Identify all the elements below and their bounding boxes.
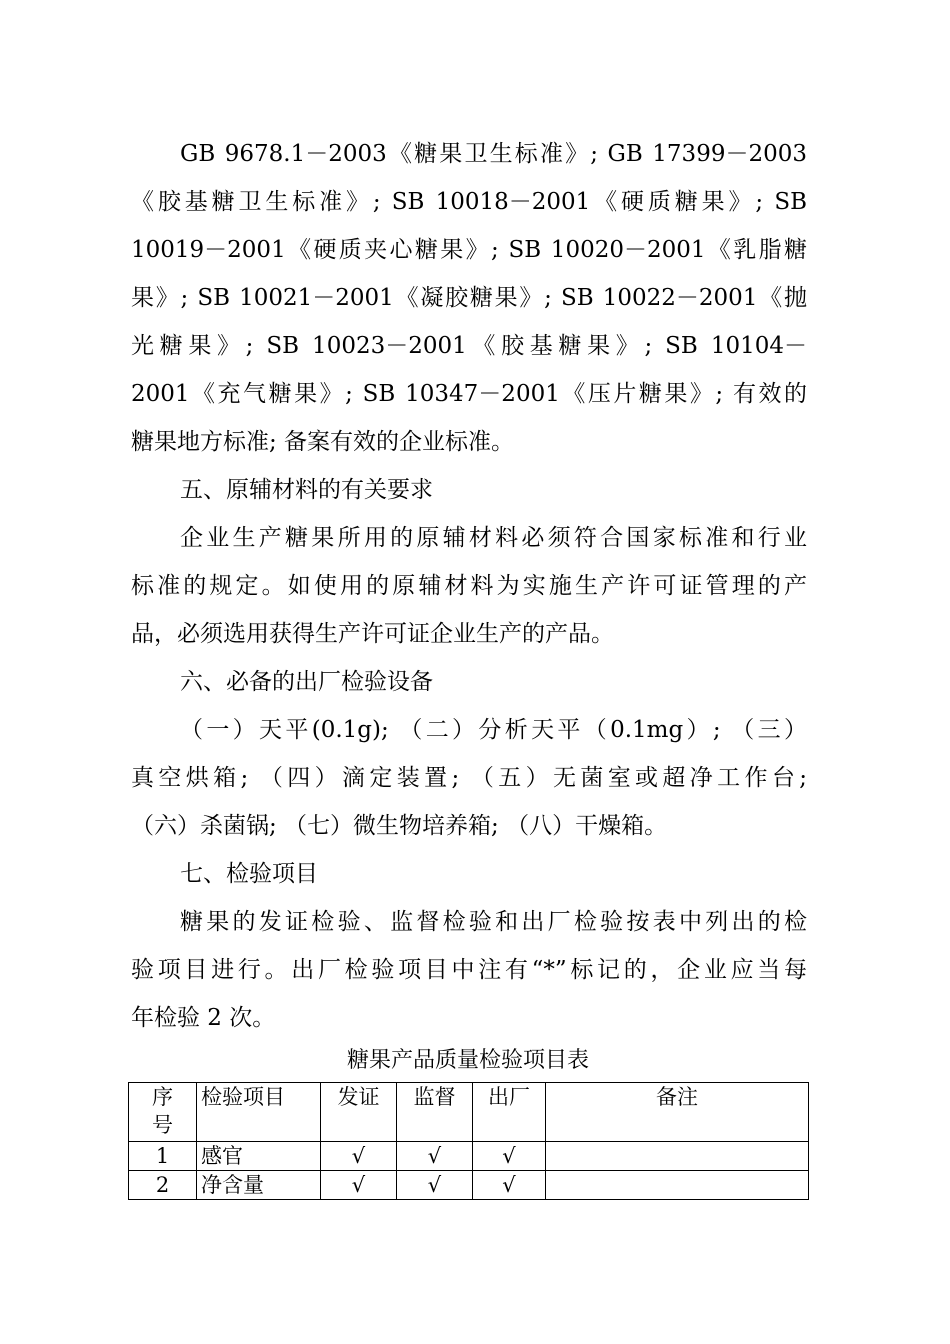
table-title: 糖果产品质量检验项目表 — [346, 1048, 589, 1073]
text-line: 光糖果》; SB 10023－2001《胶基糖果》; SB 10104－ — [131, 333, 807, 359]
text-line: 糖果的发证检验、监督检验和出厂检验按表中列出的检 — [180, 909, 807, 935]
cell-note — [546, 1171, 809, 1200]
text-line: 标准的规定。如使用的原辅材料为实施生产许可证管理的产 — [131, 573, 807, 599]
cell-issue-check: √ — [321, 1142, 397, 1171]
text-line: 《胶基糖卫生标准》; SB 10018－2001《硬质糖果》; SB — [131, 189, 807, 215]
text-line: 果》; SB 10021－2001《凝胶糖果》; SB 10022－2001《抛 — [131, 285, 807, 311]
header-no: 序号 — [129, 1083, 197, 1142]
text-line: 五、原辅材料的有关要求 — [180, 477, 433, 503]
cell-note — [546, 1142, 809, 1171]
inspection-items-table — [128, 1082, 809, 1200]
table-row — [129, 1171, 809, 1200]
header-issue: 发证 — [321, 1083, 397, 1142]
cell-no: 1 — [129, 1142, 197, 1171]
text-line: 年检验 2 次。 — [131, 1005, 276, 1031]
text-line: 品，必须选用获得生产许可证企业生产的产品。 — [131, 621, 614, 647]
header-supervise: 监督 — [397, 1083, 473, 1142]
table-row — [129, 1142, 809, 1171]
text-line: GB 9678.1－2003《糖果卫生标准》; GB 17399－2003 — [180, 141, 807, 167]
text-line: 七、检验项目 — [180, 861, 318, 887]
cell-issue-check: √ — [321, 1171, 397, 1200]
cell-item: 感官 — [197, 1142, 321, 1171]
text-line: 10019－2001《硬质夹心糖果》; SB 10020－2001《乳脂糖 — [131, 237, 807, 263]
header-item: 检验项目 — [197, 1083, 321, 1142]
cell-supervise-check: √ — [397, 1142, 473, 1171]
text-line: （一）天平(0.1g); （二）分析天平（0.1mg）; （三） — [180, 717, 807, 743]
header-note: 备注 — [546, 1083, 809, 1142]
text-line: 企业生产糖果所用的原辅材料必须符合国家标准和行业 — [180, 525, 807, 551]
cell-supervise-check: √ — [397, 1171, 473, 1200]
table-header-row — [129, 1083, 809, 1142]
cell-item: 净含量 — [197, 1171, 321, 1200]
text-line: （六）杀菌锅; （七）微生物培养箱; （八）干燥箱。 — [131, 813, 668, 839]
header-factory: 出厂 — [473, 1083, 546, 1142]
text-line: 验项目进行。出厂检验项目中注有“*”标记的，企业应当每 — [131, 957, 807, 983]
cell-factory-check: √ — [473, 1142, 546, 1171]
text-line: 真空烘箱; （四）滴定装置; （五）无菌室或超净工作台; — [131, 765, 807, 791]
text-line: 2001《充气糖果》; SB 10347－2001《压片糖果》; 有效的 — [131, 381, 807, 407]
text-line: 糖果地方标准; 备案有效的企业标准。 — [131, 429, 515, 455]
text-line: 六、必备的出厂检验设备 — [180, 669, 433, 695]
cell-no: 2 — [129, 1171, 197, 1200]
cell-factory-check: √ — [473, 1171, 546, 1200]
